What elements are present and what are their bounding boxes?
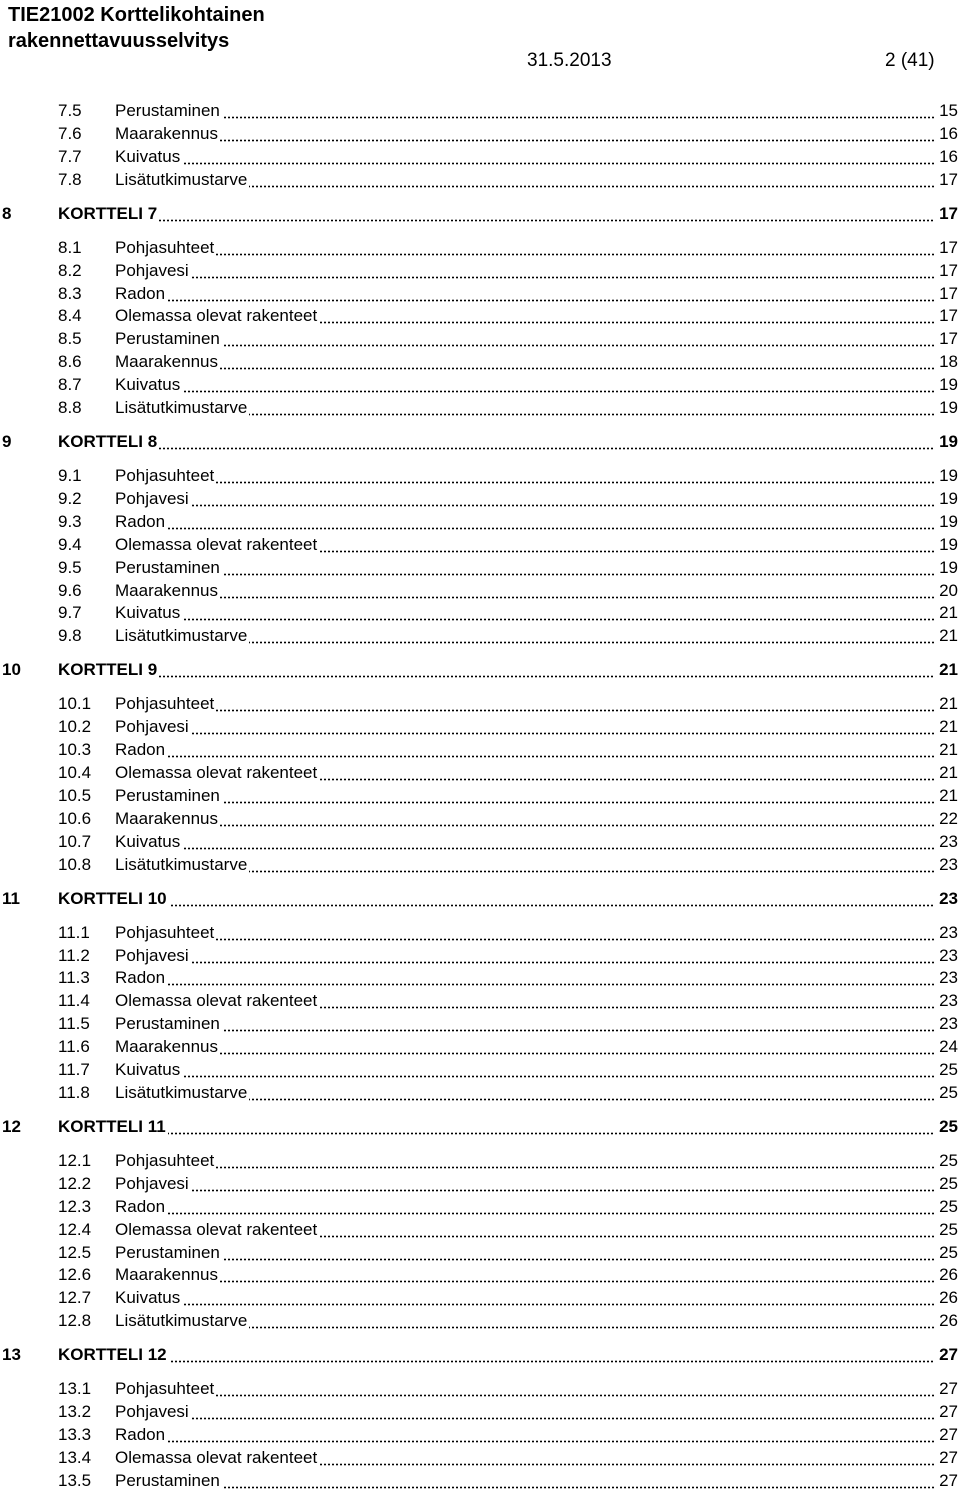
toc-entry-text: Olemassa olevat rakenteet: [115, 763, 318, 782]
toc-entry-label: [115, 1012, 934, 1035]
toc-entry[interactable]: [0, 989, 958, 1012]
toc-entry-text: Kuivatus: [115, 1288, 181, 1308]
toc-entry-text: KORTTELI 11: [58, 1116, 166, 1136]
toc-entry-text: Olemassa olevat rakenteet: [115, 1219, 318, 1239]
toc-entry-number: 12.5: [58, 1242, 92, 1262]
toc-entry-page: 17: [939, 306, 958, 326]
toc-entry-page: 24: [939, 1037, 958, 1057]
toc-entry-label: [115, 601, 934, 624]
toc-entry[interactable]: [0, 373, 958, 396]
document-date: 31.5.2013: [527, 50, 612, 71]
toc-entry-label: [115, 1218, 934, 1241]
toc-entry-number: 9.8: [58, 626, 82, 646]
document-header: [8, 0, 948, 80]
toc-entry-label: [115, 1035, 934, 1058]
toc-entry-page: 21: [939, 694, 958, 714]
toc-entry-label: [115, 396, 934, 419]
toc-entry[interactable]: [0, 510, 958, 533]
toc-entry-label: [115, 373, 934, 396]
toc-entry-number: 11.6: [58, 1037, 90, 1057]
toc-entry-page: 21: [939, 603, 958, 623]
toc-entry-number: 9.3: [58, 511, 82, 531]
toc-entry-number: 10.2: [58, 717, 92, 737]
toc-entry[interactable]: [0, 966, 958, 989]
toc-entry-text: Kuivatus: [115, 1060, 181, 1079]
toc-entry-label: [115, 1400, 934, 1423]
toc-entry-number: 12.8: [58, 1311, 92, 1331]
toc-entry-page: 25: [939, 1060, 958, 1079]
toc-entry[interactable]: [0, 236, 958, 259]
toc-entry-text: Maarakennus: [115, 352, 219, 372]
toc-entry-text: Maarakennus: [115, 1265, 219, 1285]
toc-entry-text: KORTTELI 7: [58, 203, 158, 223]
toc-entry-label: [58, 1115, 934, 1138]
toc-entry-label: [115, 122, 934, 145]
toc-entry-number: 13.4: [58, 1447, 92, 1467]
toc-entry-number: 11.4: [58, 991, 90, 1011]
toc-entry-number: 10: [2, 660, 21, 680]
toc-entry-page: 27: [939, 1402, 958, 1422]
toc-entry-number: 12.1: [58, 1150, 92, 1170]
toc-entry-text: Pohjasuhteet: [115, 1150, 215, 1170]
toc-entry-text: Radon: [115, 511, 166, 531]
toc-chapter-entry[interactable]: [0, 1115, 958, 1138]
toc-entry-page: 16: [939, 146, 958, 166]
toc-entry-page: 25: [939, 1219, 958, 1239]
toc-entry-label: [115, 1081, 934, 1104]
toc-entry-number: 13.5: [58, 1470, 92, 1490]
toc-entry-page: 19: [939, 534, 958, 554]
toc-entry-label: [115, 1446, 934, 1469]
toc-entry[interactable]: [0, 487, 958, 510]
toc-entry[interactable]: [0, 1081, 958, 1104]
toc-entry-page: 25: [939, 1173, 958, 1193]
toc-entry-label: [115, 989, 934, 1012]
toc-entry-number: 10.8: [58, 854, 92, 874]
toc-chapter-entry[interactable]: [0, 1343, 958, 1366]
toc-entry-page: 21: [939, 626, 958, 646]
toc-entry-number: 7.5: [58, 101, 82, 120]
toc-entry-number: 12.4: [58, 1219, 92, 1239]
toc-entry-label: [115, 715, 934, 738]
toc-entry-number: 8.3: [58, 283, 82, 303]
toc-entry-page: 15: [939, 101, 958, 120]
toc-entry-number: 11.2: [58, 945, 90, 965]
toc-entry-label: [115, 830, 934, 853]
toc-entry[interactable]: [0, 350, 958, 373]
toc-entry-page: 19: [939, 511, 958, 531]
toc-entry-number: 8.1: [58, 237, 82, 257]
toc-entry-number: 8.6: [58, 352, 82, 372]
toc-entry[interactable]: [0, 122, 958, 145]
toc-entry-number: 11.1: [58, 922, 90, 942]
toc-entry[interactable]: [0, 1218, 958, 1241]
toc-entry-label: [115, 259, 934, 282]
toc-entry[interactable]: [0, 1309, 958, 1332]
toc-entry[interactable]: [0, 784, 958, 807]
toc-entry-text: Radon: [115, 740, 166, 760]
toc-entry-number: 10.3: [58, 740, 92, 760]
toc-entry-number: 7.8: [58, 169, 82, 189]
toc-entry-label: [115, 1149, 934, 1172]
toc-entry-label: [115, 145, 934, 168]
toc-entry-number: 11.3: [58, 968, 90, 988]
toc-entry[interactable]: [0, 396, 958, 419]
toc-entry-label: [115, 921, 934, 944]
toc-entry-text: Pohjavesi: [115, 488, 189, 508]
toc-entry-number: 8.7: [58, 375, 82, 395]
toc-entry-text: Kuivatus: [115, 831, 181, 851]
toc-entry-number: 8.8: [58, 398, 82, 417]
toc-entry[interactable]: [0, 692, 958, 715]
toc-entry[interactable]: [0, 99, 958, 122]
toc-entry-text: Pohjasuhteet: [115, 466, 215, 485]
toc-entry-label: [115, 1423, 934, 1446]
toc-entry-text: Olemassa olevat rakenteet: [115, 1447, 318, 1467]
toc-entry-page: 21: [939, 740, 958, 760]
toc-entry-page: 25: [939, 1082, 958, 1102]
toc-entry-number: 8.2: [58, 260, 82, 280]
toc-entry-number: 11.5: [58, 1014, 90, 1034]
toc-entry-page: 19: [939, 557, 958, 577]
toc-entry-page: 18: [939, 352, 958, 372]
toc-entry-number: 12.6: [58, 1265, 92, 1285]
toc-entry-text: KORTTELI 9: [58, 660, 158, 680]
toc-entry-text: Pohjavesi: [115, 1402, 189, 1422]
toc-entry-page: 25: [939, 1150, 958, 1170]
toc-entry-page: 27: [939, 1345, 958, 1365]
toc-entry-page: 17: [939, 237, 958, 257]
toc-entry-label: [115, 761, 934, 784]
toc-entry-label: [115, 624, 934, 647]
toc-entry-label: [115, 327, 934, 350]
toc-entry-text: Perustaminen: [115, 1242, 220, 1262]
toc-entry-text: Radon: [115, 1196, 166, 1216]
toc-entry-number: 9.2: [58, 488, 82, 508]
toc-entry-label: [115, 556, 934, 579]
toc-entry-page: 23: [939, 922, 958, 942]
toc-entry-text: Pohjasuhteet: [115, 922, 215, 942]
toc-entry[interactable]: [0, 1241, 958, 1264]
toc-entry-label: [115, 1058, 934, 1081]
toc-entry-label: [115, 1241, 934, 1264]
toc-entry-number: 12.3: [58, 1196, 92, 1216]
toc-entry-number: 10.5: [58, 785, 92, 805]
toc-entry-number: 7.6: [58, 123, 82, 143]
toc-entry-text: Kuivatus: [115, 146, 181, 166]
toc-entry-text: Pohjasuhteet: [115, 1379, 215, 1399]
toc-entry[interactable]: [0, 1377, 958, 1400]
toc-entry[interactable]: [0, 168, 958, 191]
toc-entry[interactable]: [0, 1035, 958, 1058]
toc-entry-label: [115, 1172, 934, 1195]
toc-entry[interactable]: [0, 853, 958, 876]
toc-entry-label: [115, 464, 934, 487]
toc-entry[interactable]: [0, 1263, 958, 1286]
toc-entry-text: Maarakennus: [115, 123, 219, 143]
toc-entry-page: 17: [939, 329, 958, 349]
toc-entry-number: 9.5: [58, 557, 82, 577]
toc-entry-page: 26: [939, 1265, 958, 1285]
toc-entry-text: Lisätutkimustarve: [115, 626, 248, 646]
toc-entry-text: Pohjavesi: [115, 945, 189, 965]
toc-entry-label: [115, 510, 934, 533]
toc-entry-text: Radon: [115, 1425, 166, 1444]
toc-entry-number: 9.4: [58, 534, 82, 554]
toc-entry-text: Lisätutkimustarve: [115, 1082, 248, 1102]
toc-entry[interactable]: [0, 579, 958, 602]
toc-entry-number: 11: [2, 888, 20, 908]
toc-entry[interactable]: [0, 1172, 958, 1195]
toc-entry-label: [115, 1377, 934, 1400]
toc-entry-page: 17: [939, 283, 958, 303]
page-number: 2 (41): [885, 50, 935, 71]
toc-entry-number: 9.1: [58, 466, 82, 485]
toc-entry-number: 10.6: [58, 808, 92, 828]
toc-entry-label: [58, 658, 934, 681]
toc-entry-text: Kuivatus: [115, 375, 181, 395]
toc-entry[interactable]: [0, 601, 958, 624]
toc-entry-page: 27: [939, 1425, 958, 1444]
toc-entry-page: 25: [939, 1116, 958, 1136]
toc-entry-label: [115, 1469, 934, 1492]
toc-entry-label: [115, 692, 934, 715]
toc-entry[interactable]: [0, 556, 958, 579]
toc-entry[interactable]: [0, 1149, 958, 1172]
toc-entry-page: 23: [939, 945, 958, 965]
toc-entry-page: 21: [939, 763, 958, 782]
toc-entry-text: Lisätutkimustarve: [115, 854, 248, 874]
toc-chapter-entry[interactable]: [0, 430, 958, 453]
toc-entry-text: Lisätutkimustarve: [115, 169, 248, 189]
toc-entry-page: 21: [939, 717, 958, 737]
toc-entry-text: Lisätutkimustarve: [115, 398, 248, 417]
toc-entry-page: 20: [939, 580, 958, 600]
toc-entry-label: [115, 236, 934, 259]
toc-entry-page: 19: [939, 488, 958, 508]
toc-entry-label: [115, 807, 934, 830]
toc-entry-number: 12.2: [58, 1173, 92, 1193]
toc-entry-number: 9.6: [58, 580, 82, 600]
toc-entry[interactable]: [0, 761, 958, 784]
toc-entry-text: Perustaminen: [115, 1470, 220, 1490]
toc-entry[interactable]: [0, 464, 958, 487]
toc-entry-page: 27: [939, 1470, 958, 1490]
toc-entry-page: 17: [939, 260, 958, 280]
toc-entry-number: 9.7: [58, 603, 82, 623]
toc-entry-label: [115, 168, 934, 191]
toc-entry-label: [115, 282, 934, 305]
toc-entry-number: 13: [2, 1345, 21, 1365]
toc-entry-label: [115, 350, 934, 373]
toc-entry-label: [58, 430, 934, 453]
toc-entry-page: 21: [939, 785, 958, 805]
toc-entry-page: 22: [939, 808, 958, 828]
toc-entry-number: 9: [2, 432, 12, 451]
toc-entry-page: 23: [939, 831, 958, 851]
toc-entry[interactable]: [0, 1446, 958, 1469]
toc-entry-page: 19: [939, 375, 958, 395]
toc-entry-page: 25: [939, 1196, 958, 1216]
toc-entry[interactable]: [0, 304, 958, 327]
toc-entry-page: 27: [939, 1379, 958, 1399]
toc-entry-page: 21: [939, 660, 958, 680]
toc-entry-label: [115, 853, 934, 876]
toc-entry[interactable]: [0, 327, 958, 350]
toc-entry-label: [58, 202, 934, 225]
toc-entry-text: Pohjavesi: [115, 260, 189, 280]
toc-entry[interactable]: [0, 807, 958, 830]
toc-entry-number: 13.1: [58, 1379, 92, 1399]
toc-entry-text: Maarakennus: [115, 580, 219, 600]
toc-entry[interactable]: [0, 1012, 958, 1035]
toc-entry-number: 8: [2, 203, 12, 223]
toc-entry[interactable]: [0, 1286, 958, 1309]
toc-entry-label: [115, 1263, 934, 1286]
toc-entry-text: KORTTELI 12: [58, 1345, 167, 1365]
toc-entry-page: 19: [939, 398, 958, 417]
toc-chapter-entry[interactable]: [0, 658, 958, 681]
toc-entry-text: Perustaminen: [115, 101, 220, 120]
toc-entry-text: Pohjasuhteet: [115, 694, 215, 714]
toc-entry-number: 13.3: [58, 1425, 92, 1444]
toc-entry-text: Pohjavesi: [115, 1173, 189, 1193]
toc-entry-label: [115, 304, 934, 327]
toc-entry-number: 13.2: [58, 1402, 92, 1422]
toc-entry-page: 26: [939, 1311, 958, 1331]
toc-entry-page: 23: [939, 991, 958, 1011]
toc-entry[interactable]: [0, 282, 958, 305]
toc-entry[interactable]: [0, 715, 958, 738]
toc-entry-page: 23: [939, 888, 958, 908]
document-title: TIE21002 Korttelikohtainen rakennettavuusselvitys: [8, 4, 265, 52]
toc-entry[interactable]: [0, 1058, 958, 1081]
toc-entry-label: [115, 1309, 934, 1332]
toc-entry[interactable]: [0, 830, 958, 853]
toc-entry-label: [115, 579, 934, 602]
toc-entry-page: 19: [939, 466, 958, 485]
toc-entry[interactable]: [0, 1469, 958, 1492]
toc-entry-label: [58, 1343, 934, 1366]
toc-entry-text: Perustaminen: [115, 785, 220, 805]
toc-entry-number: 10.1: [58, 694, 92, 714]
toc-entry-page: 17: [939, 169, 958, 189]
toc-entry-number: 8.4: [58, 306, 82, 326]
toc-entry[interactable]: [0, 533, 958, 556]
toc-entry-number: 11.7: [58, 1060, 90, 1079]
toc-entry-number: 12: [2, 1116, 21, 1136]
toc-entry-page: 25: [939, 1242, 958, 1262]
toc-entry-text: KORTTELI 8: [58, 432, 158, 451]
toc-entry[interactable]: [0, 921, 958, 944]
toc-entry-text: Pohjavesi: [115, 717, 189, 737]
toc-entry[interactable]: [0, 738, 958, 761]
toc-chapter-entry[interactable]: [0, 202, 958, 225]
toc-entry-label: [115, 966, 934, 989]
toc-entry-text: Olemassa olevat rakenteet: [115, 991, 318, 1011]
toc-entry-text: Radon: [115, 283, 166, 303]
toc-entry-page: 16: [939, 123, 958, 143]
toc-entry-text: Maarakennus: [115, 808, 219, 828]
toc-entry[interactable]: [0, 1423, 958, 1446]
toc-entry-text: Olemassa olevat rakenteet: [115, 306, 318, 326]
toc-chapter-entry[interactable]: [0, 887, 958, 910]
toc-entry-number: 10.4: [58, 763, 92, 782]
toc-entry-text: Radon: [115, 968, 166, 988]
toc-entry-label: [115, 99, 934, 122]
toc-entry-page: 23: [939, 854, 958, 874]
toc-entry-text: Perustaminen: [115, 1014, 220, 1034]
toc-entry-text: Lisätutkimustarve: [115, 1311, 248, 1331]
toc-entry[interactable]: [0, 944, 958, 967]
toc-entry-text: KORTTELI 10: [58, 888, 167, 908]
toc-entry-label: [115, 784, 934, 807]
toc-entry-text: Kuivatus: [115, 603, 181, 623]
toc-entry-number: 12.7: [58, 1288, 92, 1308]
toc-entry-text: Olemassa olevat rakenteet: [115, 534, 318, 554]
toc-entry[interactable]: [0, 1195, 958, 1218]
toc-entry-page: 17: [939, 203, 958, 223]
toc-entry[interactable]: [0, 145, 958, 168]
toc-entry-text: Perustaminen: [115, 557, 220, 577]
toc-entry-label: [115, 1195, 934, 1218]
toc-entry-page: 26: [939, 1288, 958, 1308]
toc-entry-label: [115, 1286, 934, 1309]
toc-entry[interactable]: [0, 624, 958, 647]
toc-entry-text: Maarakennus: [115, 1037, 219, 1057]
toc-entry-label: [115, 487, 934, 510]
toc-entry-number: 7.7: [58, 146, 82, 166]
toc-entry-number: 11.8: [58, 1082, 90, 1102]
toc-entry-text: Perustaminen: [115, 329, 220, 349]
toc-entry-page: 27: [939, 1447, 958, 1467]
toc-entry-label: [115, 738, 934, 761]
toc-entry-page: 23: [939, 968, 958, 988]
toc-entry[interactable]: [0, 1400, 958, 1423]
toc-entry-label: [58, 887, 934, 910]
toc-entry-page: 23: [939, 1014, 958, 1034]
toc-entry-number: 8.5: [58, 329, 82, 349]
toc-entry-page: 19: [939, 432, 958, 451]
toc-entry-number: 10.7: [58, 831, 92, 851]
toc-entry-label: [115, 944, 934, 967]
toc-entry-text: Pohjasuhteet: [115, 237, 215, 257]
toc-entry-label: [115, 533, 934, 556]
toc-entry[interactable]: [0, 259, 958, 282]
